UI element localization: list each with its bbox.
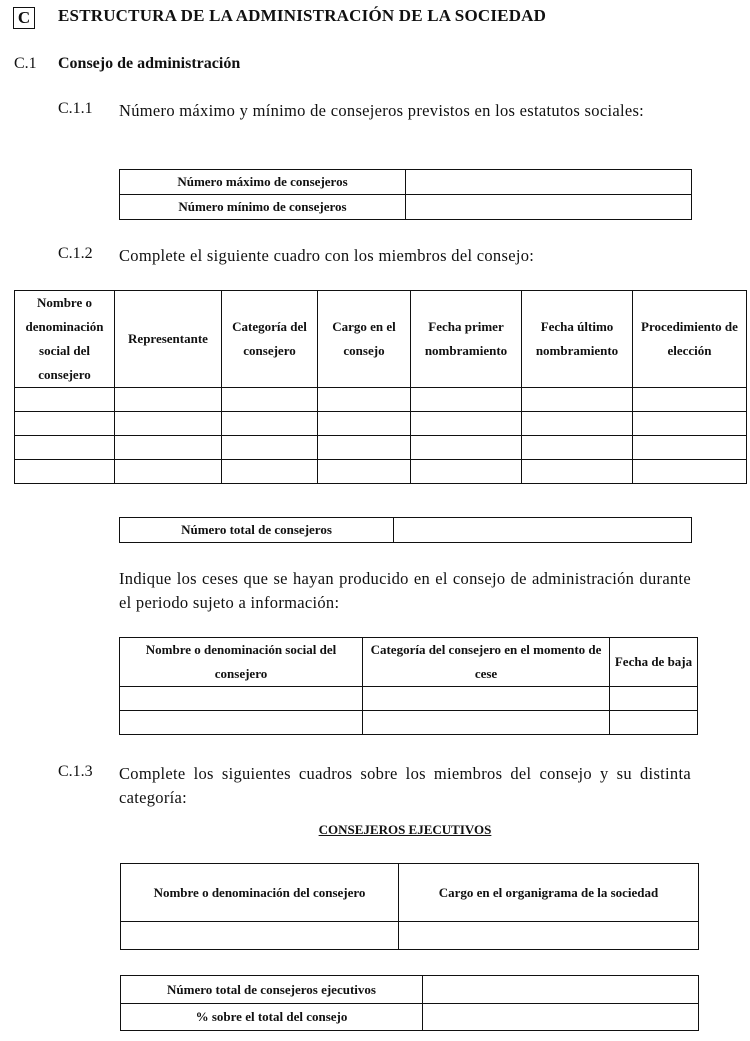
section-letter-box: C — [13, 7, 35, 29]
c13-number: C.1.3 — [58, 763, 93, 780]
header-cargo: Cargo en el consejo — [318, 291, 411, 388]
c12-number: C.1.2 — [58, 245, 93, 262]
total-consejeros-label: Número total de consejeros — [120, 518, 394, 543]
total-ejecutivos-value[interactable] — [423, 976, 699, 1004]
porcentaje-value[interactable] — [423, 1004, 699, 1031]
c1-number: C.1 — [14, 55, 37, 72]
header-nombre: Nombre o denominación social del consejero — [15, 291, 115, 388]
table-row — [121, 922, 699, 950]
table-row — [15, 388, 747, 412]
min-consejeros-label: Número mínimo de consejeros — [120, 195, 406, 220]
total-ejecutivos-label: Número total de consejeros ejecutivos — [121, 976, 423, 1004]
table-row — [120, 711, 698, 735]
header-fecha-primer: Fecha primer nombramiento — [411, 291, 522, 388]
ceses-header-nombre: Nombre o denominación social del consejero — [120, 638, 363, 687]
total-consejeros-value[interactable] — [394, 518, 692, 543]
c12-text: Complete el siguiente cuadro con los miembros del consejo: — [119, 246, 535, 265]
c13-text: Complete los siguientes cuadros sobre los miembros del consejo y su distinta categoría: — [119, 764, 691, 807]
min-consejeros-value[interactable] — [406, 195, 692, 220]
ceses-header-fecha: Fecha de baja — [610, 638, 698, 687]
table-row — [15, 436, 747, 460]
header-representante: Representante — [115, 291, 222, 388]
max-consejeros-label: Número máximo de consejeros — [120, 170, 406, 195]
header-fecha-ultimo: Fecha último nombramiento — [522, 291, 633, 388]
members-table — [14, 290, 747, 484]
header-categoria: Categoría del consejero — [222, 291, 318, 388]
c1-title: Consejo de administración — [58, 55, 241, 72]
max-consejeros-value[interactable] — [406, 170, 692, 195]
exec-header-nombre: Nombre o denominación del consejero — [121, 864, 399, 922]
total-consejeros-table — [119, 517, 692, 543]
ceses-header-categoria: Categoría del consejero en el momento de cese — [363, 638, 610, 687]
section-title: ESTRUCTURA DE LA ADMINISTRACIÓN DE LA SOCIEDAD — [58, 6, 547, 25]
ceses-text: Indique los ceses que se hayan producido en el consejo de administración durante el periodo sujeto a información: — [119, 569, 691, 612]
table-row — [15, 412, 747, 436]
ceses-table — [119, 637, 698, 735]
header-procedimiento: Procedimiento de elección — [633, 291, 747, 388]
exec-header-cargo: Cargo en el organigrama de la sociedad — [399, 864, 699, 922]
table-row — [15, 460, 747, 484]
table-row — [120, 687, 698, 711]
c11-text: Número máximo y mínimo de consejeros previstos en los estatutos sociales: — [119, 101, 645, 120]
c11-number: C.1.1 — [58, 100, 93, 117]
porcentaje-label: % sobre el total del consejo — [121, 1004, 423, 1031]
exec-table — [120, 863, 699, 950]
consejeros-ejecutivos-caption: CONSEJEROS EJECUTIVOS — [318, 822, 492, 837]
exec-summary-table — [120, 975, 699, 1031]
max-min-consejeros-table — [119, 169, 692, 220]
